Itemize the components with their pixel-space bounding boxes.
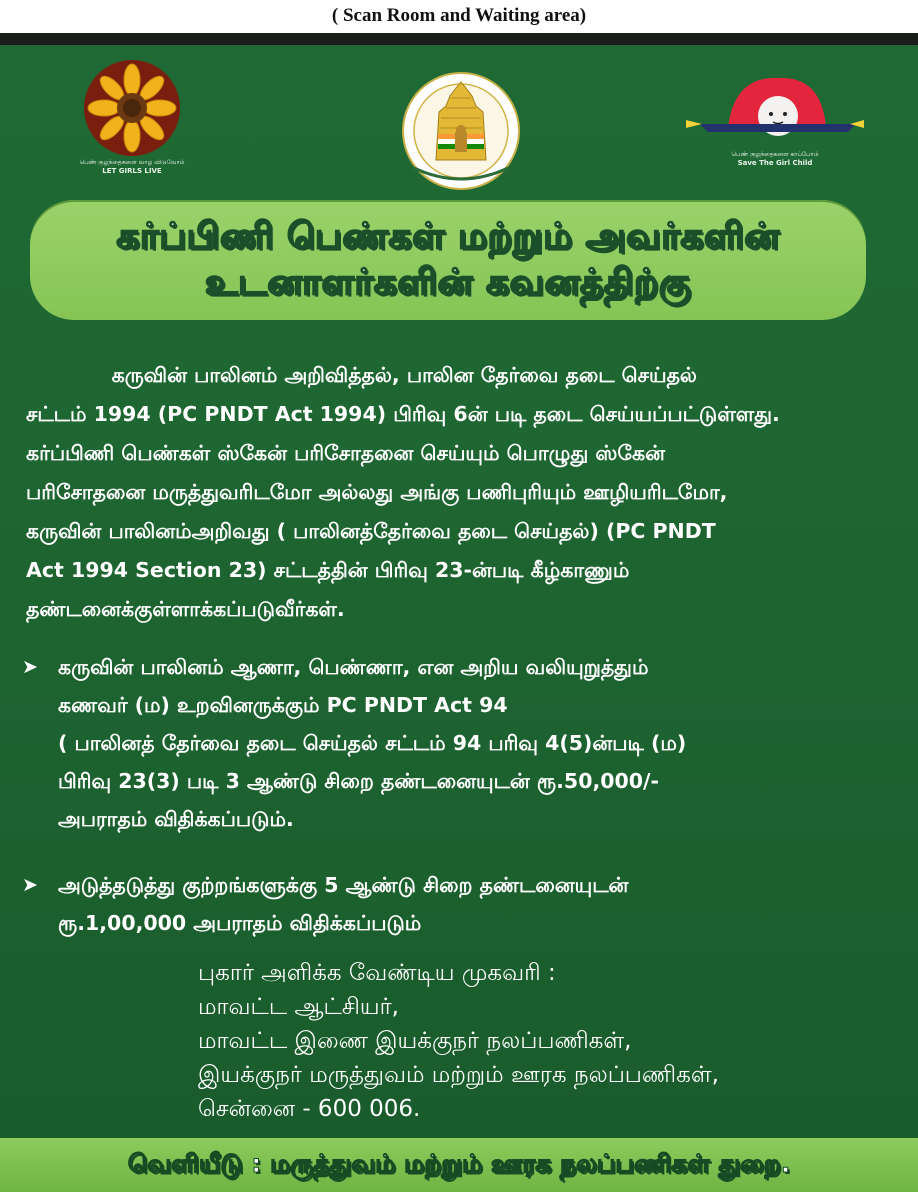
top-divider (0, 33, 918, 45)
paragraph-line: கர்ப்பிணி பெண்கள் ஸ்கேன் பரிசோதனை செய்யும் பொழுது ஸ்கேன் (26, 441, 665, 465)
paragraph-line: பரிசோதனை மருத்துவரிடமோ அல்லது அங்கு பணிபுரியும் ஊழியரிடமோ, (26, 480, 728, 504)
save-girl-child-logo-icon (680, 72, 870, 144)
bullet-line: கணவர் (ம) உறவினருக்கும் PC PNDT Act 94 (58, 693, 508, 717)
address-line: இயக்குநர் மருத்துவம் மற்றும் ஊரக நலப்பணிகள், (198, 1062, 719, 1088)
notice-paragraph (26, 356, 898, 629)
address-line: சென்னை - 600 006. (198, 1096, 421, 1122)
bullet-line: ( பாலினத் தேர்வை தடை செய்தல் சட்டம் 94 பரிவு 4(5)ன்படி (ம) (58, 731, 687, 755)
right-logo-tamil-caption: பெண் குழந்தைகளை காப்போம் (731, 151, 819, 158)
arrow-bullet-icon: ➤ (22, 874, 38, 896)
paragraph-line: சட்டம் 1994 (PC PNDT Act 1994) பிரிவு 6ன் படி தடை செய்யப்பட்டுள்ளது. (26, 402, 780, 426)
complaint-address (198, 956, 719, 1126)
publisher-footer (0, 1138, 918, 1192)
address-line: புகார் அளிக்க வேண்டிய முகவரி : (198, 960, 556, 986)
sunflower-logo-icon (84, 60, 180, 156)
address-line: மாவட்ட ஆட்சியர், (198, 994, 399, 1020)
headline-banner (30, 200, 866, 320)
address-line: மாவட்ட இணை இயக்குநர் நலப்பணிகள், (198, 1028, 632, 1054)
let-girls-live-logo (62, 60, 202, 175)
bullet-line: கருவின் பாலினம் ஆணா, பெண்ணா, என அறிய வலியுறுத்தும் (58, 655, 649, 679)
headline-line-1: கர்ப்பிணி பெண்கள் மற்றும் அவர்களின் (116, 216, 780, 257)
left-logo-caption: LET GIRLS LIVE (102, 167, 162, 175)
bullet-line: ரூ.1,00,000 அபராதம் விதிக்கப்படும் (58, 911, 422, 935)
bullet-item-penalty (22, 648, 894, 838)
paragraph-line: கருவின் பாலினம் அறிவித்தல், பாலின தேர்வை தடை செய்தல் (26, 363, 697, 387)
paragraph-line: தண்டனைக்குள்ளாக்கப்படுவீர்கள். (26, 597, 345, 621)
save-girl-child-logo (680, 72, 870, 167)
bullet-item-repeat-offence (22, 866, 894, 942)
paragraph-line: கருவின் பாலினம்அறிவது ( பாலினத்தேர்வை தடை செய்தல்) (PC PNDT (26, 519, 716, 543)
bullet-line: அபராதம் விதிக்கப்படும். (58, 807, 294, 831)
headline-line-2: உடனாளர்களின் கவனத்திற்கு (204, 262, 692, 303)
footer-text: வெளியீடு : மருத்துவம் மற்றும் ஊரக நலப்பணிகள் துறை. (127, 1148, 791, 1178)
paragraph-line: Act 1994 Section 23) சட்டத்தின் பிரிவு 23-ன்படி கீழ்காணும் (26, 558, 630, 582)
header-caption: ( Scan Room and Waiting area) (331, 5, 587, 26)
tamil-nadu-emblem-icon (384, 72, 538, 190)
right-logo-caption: Save The Girl Child (737, 159, 813, 167)
arrow-bullet-icon: ➤ (22, 656, 38, 678)
bullet-line: பிரிவு 23(3) படி 3 ஆண்டு சிறை தண்டனையுடன் ரூ.50,000/- (58, 769, 660, 793)
bullet-line: அடுத்தடுத்து குற்றங்களுக்கு 5 ஆண்டு சிறை தண்டனையுடன் (58, 873, 629, 897)
left-logo-tamil-caption: பெண் குழந்தைகளை வாழ விடுவோம் (79, 159, 185, 166)
